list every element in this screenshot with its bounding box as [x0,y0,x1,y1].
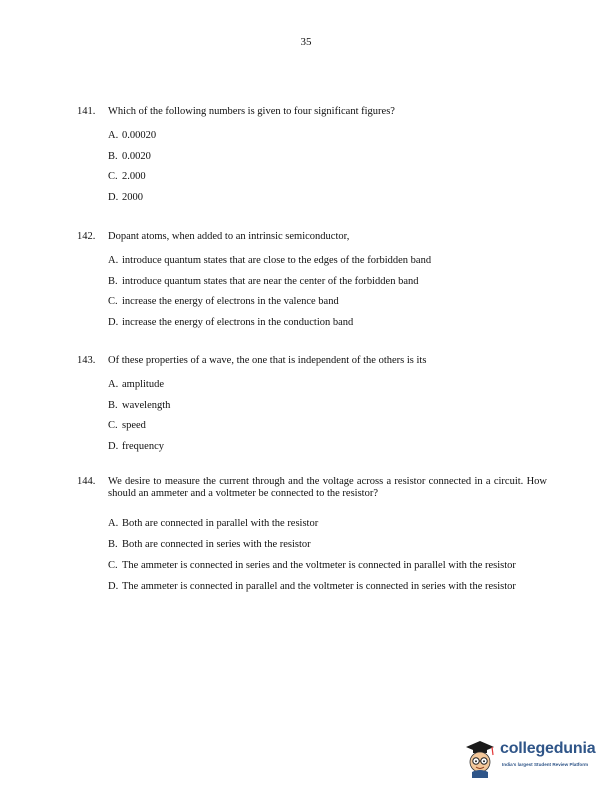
option-c [108,420,547,431]
option-text: amplitude [122,379,164,390]
option-d [108,441,547,452]
question-141 [77,106,547,212]
collegedunia-logo[interactable] [462,738,602,780]
option-text: The ammeter is connected in series and the voltmeter is connected in parallel with the resistor [122,560,516,571]
option-letter: D. [108,316,119,328]
option-d [108,581,547,592]
option-text: introduce quantum states that are near the center of the forbidden band [122,275,419,287]
option-a [108,518,547,529]
option-letter: B. [108,399,118,411]
option-letter: C. [108,296,118,307]
question-number: 143. [77,355,96,366]
mascot-icon [462,738,498,778]
question-142 [77,231,547,337]
option-list [108,130,547,203]
option-text: speed [122,420,146,431]
option-text: wavelength [122,399,171,411]
option-letter: A. [108,379,119,390]
option-list [108,255,547,328]
option-c [108,296,547,307]
option-letter: C. [108,420,118,431]
question-number: 142. [77,231,96,242]
option-letter: B. [108,275,118,287]
option-letter: D. [108,191,119,203]
question-text: We desire to measure the current through and the voltage across a resistor connected in a circuit. How should an ammeter and a voltmeter be connected to the resistor? [108,476,547,499]
option-text: The ammeter is connected in parallel and the voltmeter is connected in series with the resistor [122,581,516,592]
question-text: Which of the following numbers is given to four significant figures? [108,106,395,117]
option-list [108,518,547,592]
option-text: Both are connected in parallel with the resistor [122,518,319,529]
option-text: increase the energy of electrons in the conduction band [122,316,354,328]
question-144 [77,476,547,602]
option-list [108,379,547,452]
option-text: 0.00020 [122,130,157,141]
option-letter: A. [108,518,119,529]
option-a [108,255,547,266]
question-number: 141. [77,106,96,117]
option-a [108,130,547,141]
question-text: Dopant atoms, when added to an intrinsic semiconductor, [108,231,350,242]
option-letter: B. [108,150,118,162]
page-number: 35 [300,36,312,48]
option-letter: B. [108,539,118,550]
option-c [108,171,547,182]
option-text: frequency [122,440,164,452]
option-d [108,192,547,203]
brand-name: collegedunia [500,740,596,757]
brand-tagline: India's largest Student Review Platform [502,762,589,767]
option-b [108,151,547,162]
option-letter: D. [108,581,119,592]
option-letter: A. [108,130,119,141]
option-text: 2000 [122,191,143,203]
option-letter: C. [108,171,118,182]
option-c [108,560,547,571]
option-d [108,317,547,328]
option-text: introduce quantum states that are close to the edges of the forbidden band [122,255,432,266]
option-a [108,379,547,390]
option-text: 0.0020 [122,150,151,162]
option-b [108,276,547,287]
option-text: increase the energy of electrons in the valence band [122,296,339,307]
option-text: Both are connected in series with the resistor [122,539,311,550]
option-letter: D. [108,440,119,452]
option-letter: A. [108,255,119,266]
question-text: Of these properties of a wave, the one that is independent of the others is its [108,355,427,366]
option-b [108,400,547,411]
question-143 [77,355,547,461]
option-letter: C. [108,560,118,571]
question-number: 144. [77,476,96,487]
option-text: 2.000 [122,171,146,182]
option-b [108,539,547,550]
